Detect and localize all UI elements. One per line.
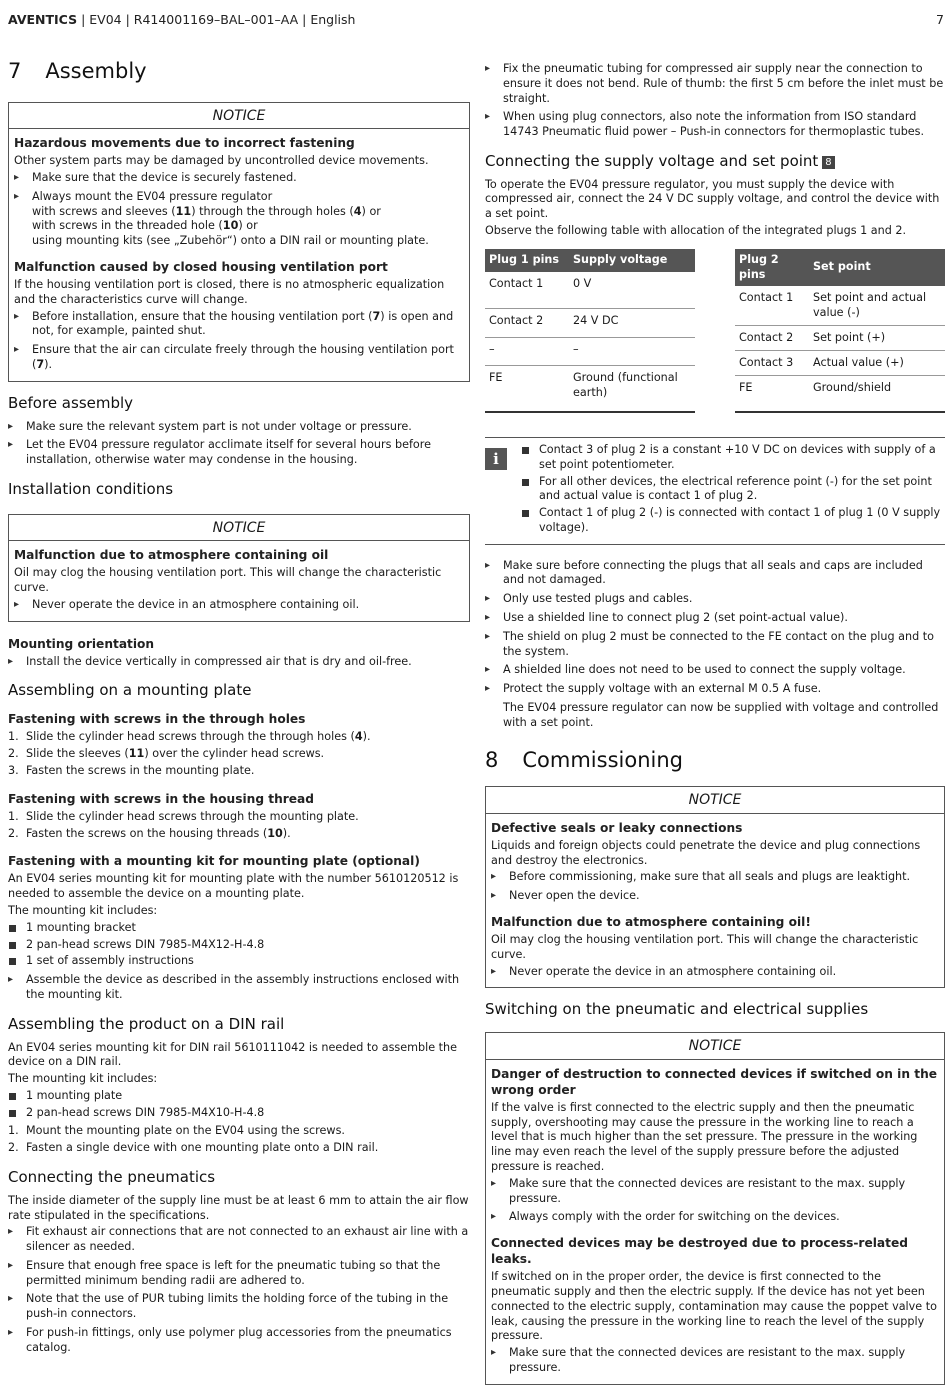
notice-text: If switched on in the proper order, the device is first connected to the pneumatic supply and then the electric supply. If the device has not yet been connected to the electric supply, contamination may cause the poppet valve to leak, causing the pressure in the working line to reach the level of the supply pressure. xyxy=(491,1270,937,1343)
list-item: 1 mounting bracket xyxy=(8,921,470,936)
text-span: Slide the sleeves ( xyxy=(26,747,129,761)
action-list xyxy=(8,973,470,1003)
text-span: Fasten the screws in the mounting plate. xyxy=(26,763,255,777)
text-span: Ensure that the air can circulate freely through the housing ventilation port ( xyxy=(32,343,454,371)
doc-identifier: | EV04 | R414001169–BAL–001–AA | English xyxy=(77,12,356,27)
notice-body xyxy=(486,814,944,988)
list-item xyxy=(14,310,464,340)
plug1-table xyxy=(485,249,695,413)
list-item: ▸ Never operate the device in an atmosphere containing oil. xyxy=(491,965,939,980)
list-item: ▸ Fix the pneumatic tubing for compressed air supply near the connection to ensure it does not bend. Rule of thumb: the first 5 cm before the inlet must be straight. xyxy=(485,62,945,106)
list-item: ▸ For push-in fittings, only use polymer plug accessories from the pneumatics catalog. xyxy=(8,1326,470,1356)
step-list xyxy=(8,730,470,778)
table-header-row xyxy=(485,249,695,272)
chapter-title: Assembly xyxy=(45,59,147,83)
plug-tables xyxy=(485,249,945,413)
plug2-table xyxy=(735,249,945,413)
list-item: ▸ Fit exhaust air connections that are not connected to an exhaust air line with a silencer as needed. xyxy=(8,1225,470,1255)
section-title: Assembling the product on a DIN rail xyxy=(8,1014,285,1033)
list-item: ▸ Protect the supply voltage with an external M 0.5 A fuse. xyxy=(485,682,945,697)
section-title: Switching on the pneumatic and electrical supplies xyxy=(485,1000,869,1019)
paragraph: An EV04 series mounting kit for mounting plate with the number 5610120512 is needed to assemble the device on a mounting plate. xyxy=(8,872,459,901)
notice-body xyxy=(9,541,469,620)
text-span: Slide the cylinder head screws through the through holes ( xyxy=(26,730,355,744)
paragraph: The inside diameter of the supply line must be at least 6 mm to attain the air flow rate stipulated in the specifications. xyxy=(8,1193,469,1222)
list-item: ▸ Always comply with the order for switching on the devices. xyxy=(491,1210,939,1225)
text-span: ) is open and not, for example, painted shut. xyxy=(32,309,454,338)
list-item: 1 set of assembly instructions xyxy=(8,954,470,969)
list-item: 2. Fasten the screws on the housing threads (10). xyxy=(8,826,291,840)
page-header xyxy=(8,12,944,29)
list-item: Contact 1 of plug 2 (-) is connected with contact 1 of plug 1 (0 V supply voltage). xyxy=(521,506,945,536)
subsection-title: Fastening with screws in the housing thread xyxy=(8,791,315,806)
text-span: with screws and sleeves ( xyxy=(32,204,176,218)
text-span: ) over the cylinder head screws. xyxy=(144,747,325,761)
header-doc-info xyxy=(8,12,355,29)
table-cell: Set point (+) xyxy=(809,325,945,350)
section-title xyxy=(485,152,945,172)
action-list xyxy=(8,655,470,670)
text-span: Always mount the EV04 pressure regulator xyxy=(32,189,273,203)
step-list xyxy=(8,1124,470,1156)
ref-number: 11 xyxy=(175,204,192,218)
list-item: ▸ Let the EV04 pressure regulator acclimate itself for several hours before installation, otherwise water may condense in the housing. xyxy=(8,438,470,468)
list-item: 2. Slide the sleeves (11) over the cylinder head screws. xyxy=(8,747,325,761)
table-cell: Contact 2 xyxy=(735,325,809,350)
column-header: Plug 1 pins xyxy=(485,249,569,272)
text-span: ). xyxy=(282,826,291,840)
notice-text: Oil may clog the housing ventilation port. This will change the characteristic curve. xyxy=(14,566,442,595)
list-item: ▸ Make sure the relevant system part is not under voltage or pressure. xyxy=(8,420,470,435)
step-list xyxy=(8,810,470,842)
table-cell: Contact 2 xyxy=(485,309,569,338)
paragraph: An EV04 series mounting kit for DIN rail 5610111042 is needed to assemble the device on a DIN rail. xyxy=(8,1040,458,1069)
column-header: Supply voltage xyxy=(569,249,695,272)
brand-name: AVENTICS xyxy=(8,12,78,27)
list-item: ▸ The shield on plug 2 must be connected to the FE contact on the plug and to the system. xyxy=(485,630,945,660)
notice-actions xyxy=(14,598,464,613)
result-text: The EV04 pressure regulator can now be supplied with voltage and controlled with a set point. xyxy=(503,700,939,729)
notice-box xyxy=(485,786,945,988)
notice-heading: Malfunction due to atmosphere containing oil xyxy=(14,548,329,563)
table-cell: FE xyxy=(485,366,569,412)
table-cell: Contact 3 xyxy=(735,350,809,375)
notice-actions xyxy=(14,171,464,249)
text-span: ) through the through holes ( xyxy=(191,204,354,218)
notice-actions xyxy=(491,965,939,980)
list-item: 3. Fasten the screws in the mounting plate. xyxy=(8,763,255,777)
notice-text: Other system parts may be damaged by uncontrolled device movements. xyxy=(14,154,429,168)
list-item: ▸ Make sure that the device is securely fastened. xyxy=(14,171,464,186)
table-cell: Contact 1 xyxy=(485,272,569,309)
paragraph: Observe the following table with allocation of the integrated plugs 1 and 2. xyxy=(485,224,907,238)
ref-number: 7 xyxy=(36,357,45,371)
table-row xyxy=(485,366,695,412)
list-item: 1 mounting plate xyxy=(8,1089,470,1104)
notice-body xyxy=(9,129,469,381)
list-item: ▸ When using plug connectors, also note the information from ISO standard 14743 Pneumatic fluid power – Push-in connectors for thermoplastic tubes. xyxy=(485,110,945,140)
ref-number: 10 xyxy=(267,826,283,840)
table-cell: Contact 1 xyxy=(735,286,809,325)
table-row xyxy=(485,309,695,338)
notice-heading: Connected devices may be destroyed due to process-related leaks. xyxy=(491,1236,908,1267)
list-item: ▸ Never operate the device in an atmosphere containing oil. xyxy=(14,598,464,613)
table-row xyxy=(485,272,695,309)
paragraph: To operate the EV04 pressure regulator, you must supply the device with compressed air, connect the 24 V DC supply voltage, and control the device with a set point. xyxy=(485,177,940,221)
table-cell: 24 V DC xyxy=(569,309,695,338)
info-box xyxy=(485,437,945,545)
table-cell: – xyxy=(569,337,695,366)
table-row xyxy=(735,350,945,375)
table-cell: Actual value (+) xyxy=(809,350,945,375)
notice-title: NOTICE xyxy=(9,515,469,541)
action-list xyxy=(485,62,945,140)
text-span: Slide the cylinder head screws through the mounting plate. xyxy=(26,809,359,823)
table-row xyxy=(735,286,945,325)
chapter-title: Commissioning xyxy=(522,747,683,772)
list-item xyxy=(14,343,464,373)
subsection-title: Mounting orientation xyxy=(8,636,155,651)
right-column xyxy=(485,60,945,1397)
table-row xyxy=(735,375,945,412)
list-item: ▸ Make sure before connecting the plugs that all seals and caps are included and not damaged. xyxy=(485,559,945,589)
text-span: Fasten a single device with one mounting plate onto a DIN rail. xyxy=(26,1141,379,1155)
figure-reference-badge: 8 xyxy=(822,156,834,169)
list-item: For all other devices, the electrical reference point (-) for the set point and actual value is contact 1 of plug 2. xyxy=(521,475,945,505)
list-item: ▸ A shielded line does not need to be used to connect the supply voltage. xyxy=(485,663,945,678)
notice-heading: Defective seals or leaky connections xyxy=(491,820,743,835)
section-title: Before assembly xyxy=(8,393,134,412)
left-column xyxy=(8,58,470,1360)
chapter-number: 8 xyxy=(485,747,499,772)
notice-heading: Hazardous movements due to incorrect fastening xyxy=(14,136,355,151)
text-span: with screws in the threaded hole ( xyxy=(32,219,223,233)
list-item: ▸ Make sure that the connected devices are resistant to the max. supply pressure. xyxy=(491,1177,939,1207)
list-item: ▸ Note that the use of PUR tubing limits the holding force of the tubing in the push-in connectors. xyxy=(8,1292,470,1322)
action-list xyxy=(485,559,945,697)
notice-title: NOTICE xyxy=(486,1033,944,1059)
notice-box xyxy=(8,102,470,382)
list-item: ▸ Never open the device. xyxy=(491,889,939,904)
paragraph: The mounting kit includes: xyxy=(8,904,158,918)
notice-title: NOTICE xyxy=(486,787,944,813)
notice-text: Oil may clog the housing ventilation port. This will change the characteristic curve. xyxy=(491,933,919,961)
table-cell: Ground/shield xyxy=(809,375,945,412)
list-item: 1. Slide the cylinder head screws through the through holes (4). xyxy=(8,730,371,744)
notice-title: NOTICE xyxy=(9,103,469,129)
column-header: Plug 2 pins xyxy=(735,249,809,287)
list-item: ▸ Assemble the device as described in the assembly instructions enclosed with the mounting kit. xyxy=(8,973,470,1003)
ref-number: 11 xyxy=(128,747,145,761)
list-item xyxy=(14,190,464,249)
notice-box xyxy=(8,514,470,622)
table-cell: Set point and actual value (-) xyxy=(809,286,945,325)
text-span: using mounting kits (see „Zubehör“) onto a DIN rail or mounting plate. xyxy=(32,234,429,248)
notice-actions xyxy=(491,1346,939,1376)
text-span: ) or xyxy=(361,204,381,218)
text-span: Fasten the screws on the housing threads ( xyxy=(26,826,268,840)
table-cell: FE xyxy=(735,375,809,412)
list-item: ▸ Make sure that the connected devices are resistant to the max. supply pressure. xyxy=(491,1346,939,1376)
notice-heading: Malfunction caused by closed housing ventilation port xyxy=(14,259,388,274)
page-number: 7 xyxy=(936,12,944,27)
text-span: ) or xyxy=(238,219,258,233)
list-item: 1. Mount the mounting plate on the EV04 using the screws. xyxy=(8,1124,345,1138)
text-span: ). xyxy=(44,357,53,371)
table-header-row xyxy=(735,249,945,287)
ref-number: 4 xyxy=(354,730,363,744)
action-list xyxy=(8,420,470,468)
chapter-heading xyxy=(485,747,945,775)
text-span: Before installation, ensure that the housing ventilation port ( xyxy=(32,309,373,323)
text-span: ). xyxy=(362,730,371,744)
info-list xyxy=(521,443,945,538)
table-cell: 0 V xyxy=(569,272,695,309)
list-item: 1. Slide the cylinder head screws through the mounting plate. xyxy=(8,809,359,823)
list-item: ▸ Use a shielded line to connect plug 2 (set point-actual value). xyxy=(485,611,945,626)
list-item: Contact 3 of plug 2 is a constant +10 V DC on devices with supply of a set point potentiometer. xyxy=(521,443,945,473)
notice-actions xyxy=(14,310,464,373)
paragraph: The mounting kit includes: xyxy=(8,1072,158,1086)
section-title: Connecting the pneumatics xyxy=(8,1167,216,1186)
bullet-list xyxy=(8,921,470,969)
column-header: Set point xyxy=(809,249,945,287)
subsection-title: Fastening with screws in the through holes xyxy=(8,712,306,727)
table-row xyxy=(735,325,945,350)
list-item: 2. Fasten a single device with one mounting plate onto a DIN rail. xyxy=(8,1141,379,1155)
notice-body xyxy=(486,1060,944,1384)
notice-text: If the valve is first connected to the electric supply and then the pneumatic supply, overshooting may cause the pressure in the working line to reach a level that is much higher than the set pressure. The pressure in the working line may even reach the level of the supply pressure before the adjusted pressure is reached. xyxy=(491,1100,918,1173)
text-span: Mount the mounting plate on the EV04 using the screws. xyxy=(26,1124,345,1138)
section-title: Installation conditions xyxy=(8,479,174,498)
action-list xyxy=(8,1225,470,1355)
section-title: Assembling on a mounting plate xyxy=(8,681,252,700)
ref-number: 10 xyxy=(222,219,239,233)
ref-number: 4 xyxy=(353,204,362,218)
list-item: ▸ Before commissioning, make sure that all seals and plugs are leaktight. xyxy=(491,870,939,885)
table-cell: Ground (functional earth) xyxy=(569,366,695,412)
list-item: 2 pan-head screws DIN 7985-M4X10-H-4.8 xyxy=(8,1106,470,1121)
info-icon: i xyxy=(485,448,507,470)
list-item: ▸ Only use tested plugs and cables. xyxy=(485,592,945,607)
table-cell: – xyxy=(485,337,569,366)
notice-text: Liquids and foreign objects could penetrate the device and plug connections and destroy the electronics. xyxy=(491,838,921,867)
notice-actions xyxy=(491,870,939,904)
notice-heading: Malfunction due to atmosphere containing oil! xyxy=(491,914,811,929)
notice-text: If the housing ventilation port is closed, there is no atmospheric equalization and the characteristics curve will change. xyxy=(14,278,445,306)
list-item: 2 pan-head screws DIN 7985-M4X12-H-4.8 xyxy=(8,938,470,953)
notice-box xyxy=(485,1032,945,1385)
list-item: ▸ Ensure that enough free space is left for the pneumatic tubing so that the permitted minimum bending radii are adhered to. xyxy=(8,1259,470,1289)
section-title-text: Connecting the supply voltage and set point xyxy=(485,151,819,170)
notice-heading: Danger of destruction to connected devices if switched on in the wrong order xyxy=(491,1066,938,1097)
bullet-list xyxy=(8,1089,470,1121)
table-row xyxy=(485,337,695,366)
chapter-number: 7 xyxy=(8,59,22,83)
list-item: ▸ Install the device vertically in compressed air that is dry and oil-free. xyxy=(8,655,470,670)
subsection-title: Fastening with a mounting kit for mounting plate (optional) xyxy=(8,854,420,869)
ref-number: 7 xyxy=(372,309,381,323)
notice-actions xyxy=(491,1177,939,1225)
chapter-heading xyxy=(8,58,470,86)
